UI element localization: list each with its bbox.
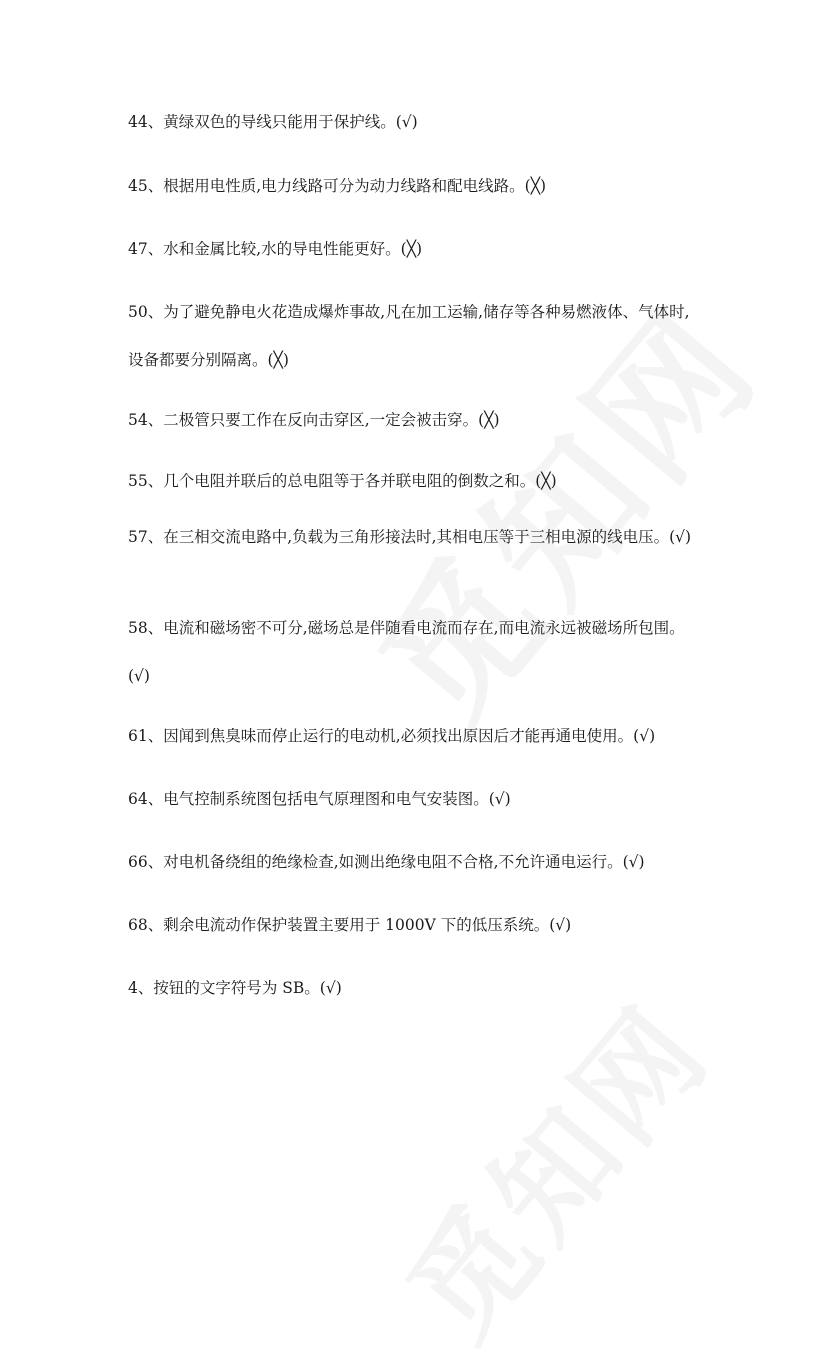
- question-text: 64、电气控制系统图包括电气原理图和电气安装图。(√): [128, 790, 511, 808]
- question-text: 58、电流和磁场密不可分,磁场总是伴随看电流而存在,而电流永远被磁场所包围。(√): [128, 619, 685, 685]
- question-text: 50、为了避免静电火花造成爆炸事故,凡在加工运输,储存等各种易燃液体、气体时,设备都要分别隔离。(╳): [128, 303, 690, 369]
- question-item: [128, 964, 700, 1012]
- question-item: [128, 838, 700, 886]
- question-text: 66、对电机备绕组的绝缘检查,如测出绝缘电阻不合格,不允许通电运行。(√): [128, 853, 645, 871]
- question-item: [128, 225, 700, 273]
- question-text: 57、在三相交流电路中,负载为三角形接法时,其相电压等于三相电源的线电压。(√): [128, 528, 692, 546]
- question-item: [128, 396, 700, 444]
- watermark: [363, 964, 742, 1368]
- question-text: 61、因闻到焦臭味而停止运行的电动机,必须找出原因后才能再通电使用。(√): [128, 727, 656, 745]
- question-text: 68、剩余电流动作保护装置主要用于 1000V 下的低压系统。(√): [128, 916, 572, 934]
- question-item: [128, 162, 700, 210]
- question-item: [128, 520, 700, 554]
- question-text: 44、黄绿双色的导线只能用于保护线。(√): [128, 113, 418, 131]
- question-text: 47、水和金属比较,水的导电性能更好。(╳): [128, 240, 423, 258]
- question-item: [128, 604, 700, 700]
- question-item: [128, 712, 700, 760]
- question-item: [128, 98, 700, 146]
- question-item: [128, 288, 700, 384]
- question-item: [128, 775, 700, 823]
- question-text: 45、根据用电性质,电力线路可分为动力线路和配电线路。(╳): [128, 177, 547, 195]
- question-item: [128, 901, 700, 949]
- question-text: 54、二极管只要工作在反向击穿区,一定会被击穿。(╳): [128, 411, 500, 429]
- question-item: [128, 457, 700, 505]
- question-text: 55、几个电阻并联后的总电阻等于各并联电阻的倒数之和。(╳): [128, 472, 557, 490]
- question-text: 4、按钮的文字符号为 SB。(√): [128, 979, 342, 997]
